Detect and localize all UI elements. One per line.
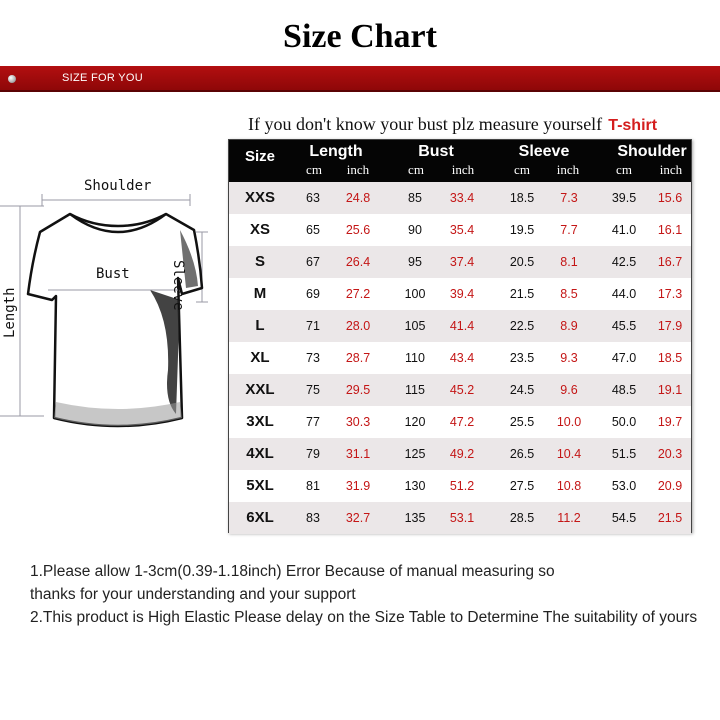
cell-bust-in: 41.4 (449, 319, 475, 333)
cell-shoulder-cm: 42.5 (611, 255, 637, 269)
cell-sleeve-cm: 23.5 (509, 351, 535, 365)
cell-length-in: 26.4 (345, 255, 371, 269)
header-size: Size (244, 148, 275, 165)
cell-bust-in: 33.4 (449, 191, 475, 205)
size-table (228, 139, 692, 533)
cell-sleeve-in: 7.3 (560, 191, 578, 205)
table-row (229, 182, 691, 214)
header-length-inch: inch (346, 162, 370, 177)
table-row (229, 374, 691, 406)
table-row (229, 310, 691, 342)
cell-size: XS (249, 221, 270, 238)
cell-length-in: 25.6 (345, 223, 371, 237)
cell-bust-cm: 85 (408, 191, 422, 205)
cell-shoulder-in: 16.1 (657, 223, 683, 237)
header-bust: Bust (418, 143, 454, 160)
cell-sleeve-in: 9.3 (560, 351, 578, 365)
cell-length-cm: 67 (306, 255, 320, 269)
cell-bust-cm: 135 (404, 511, 426, 525)
cell-bust-cm: 125 (404, 447, 426, 461)
cell-shoulder-cm: 51.5 (611, 447, 637, 461)
header-shoulder-inch: inch (659, 162, 683, 177)
table-row (229, 342, 691, 374)
cell-shoulder-cm: 53.0 (611, 479, 637, 493)
note-line-3: 2.This product is High Elastic Please delay on the Size Table to Determine The suitability of yours (30, 609, 698, 626)
cell-length-cm: 65 (306, 223, 320, 237)
cell-sleeve-cm: 26.5 (509, 447, 535, 461)
cell-bust-in: 39.4 (449, 287, 475, 301)
cell-sleeve-in: 9.6 (560, 383, 578, 397)
measure-tip (248, 114, 657, 135)
cell-bust-in: 49.2 (449, 447, 475, 461)
cell-sleeve-cm: 24.5 (509, 383, 535, 397)
cell-length-cm: 79 (306, 447, 320, 461)
cell-size: 5XL (246, 477, 274, 494)
table-row (229, 438, 691, 470)
cell-size: M (253, 285, 267, 302)
cell-sleeve-cm: 25.5 (509, 415, 535, 429)
cell-bust-in: 53.1 (449, 511, 475, 525)
cell-bust-in: 43.4 (449, 351, 475, 365)
cell-length-in: 31.1 (345, 447, 371, 461)
cell-size: 3XL (246, 413, 274, 430)
header-length-cm: cm (306, 162, 322, 177)
cell-shoulder-cm: 39.5 (611, 191, 637, 205)
cell-bust-cm: 120 (404, 415, 426, 429)
cell-length-in: 28.7 (345, 351, 371, 365)
cell-shoulder-in: 20.3 (657, 447, 683, 461)
cell-shoulder-in: 19.7 (657, 415, 683, 429)
cell-shoulder-in: 21.5 (657, 511, 683, 525)
cell-shoulder-cm: 44.0 (611, 287, 637, 301)
cell-size: S (254, 253, 265, 270)
cell-length-in: 27.2 (345, 287, 371, 301)
notes (30, 560, 710, 629)
cell-sleeve-in: 10.8 (556, 479, 582, 493)
page-title: Size Chart (283, 18, 437, 55)
cell-length-in: 24.8 (345, 191, 371, 205)
length-label: Length (2, 287, 18, 338)
cell-size: XXL (245, 381, 275, 398)
cell-bust-in: 35.4 (449, 223, 475, 237)
bullet-icon (8, 75, 16, 83)
header-sleeve-inch: inch (556, 162, 580, 177)
cell-sleeve-cm: 28.5 (509, 511, 535, 525)
cell-shoulder-cm: 54.5 (611, 511, 637, 525)
cell-sleeve-cm: 21.5 (509, 287, 535, 301)
table-row (229, 214, 691, 246)
tip-emphasis: T-shirt (608, 117, 658, 134)
cell-sleeve-cm: 20.5 (509, 255, 535, 269)
cell-size: XL (250, 349, 270, 366)
cell-bust-in: 51.2 (449, 479, 475, 493)
cell-length-in: 28.0 (345, 319, 371, 333)
cell-sleeve-cm: 27.5 (509, 479, 535, 493)
tshirt-icon (0, 170, 230, 440)
table-row (229, 278, 691, 310)
tip-text: If you don't know your bust plz measure yourself (248, 114, 603, 134)
cell-length-in: 32.7 (345, 511, 371, 525)
cell-size: XXS (244, 189, 275, 206)
cell-sleeve-cm: 18.5 (509, 191, 535, 205)
sleeve-label: Sleeve (170, 260, 186, 311)
cell-length-in: 29.5 (345, 383, 371, 397)
cell-bust-cm: 100 (404, 287, 426, 301)
cell-length-cm: 83 (306, 511, 320, 525)
cell-shoulder-cm: 45.5 (611, 319, 637, 333)
cell-sleeve-in: 8.9 (560, 319, 578, 333)
header-length: Length (309, 143, 363, 160)
header-shoulder: Shoulder (617, 143, 687, 160)
header-sleeve: Sleeve (518, 143, 570, 160)
bust-label: Bust (96, 266, 130, 282)
note-line-1: 1.Please allow 1-3cm(0.39-1.18inch) Error Because of manual measuring so (30, 563, 555, 580)
cell-bust-cm: 105 (404, 319, 426, 333)
cell-bust-cm: 90 (408, 223, 422, 237)
cell-shoulder-cm: 41.0 (611, 223, 637, 237)
header-bust-cm: cm (408, 162, 424, 177)
cell-shoulder-in: 20.9 (657, 479, 683, 493)
cell-sleeve-cm: 22.5 (509, 319, 535, 333)
cell-length-cm: 81 (306, 479, 320, 493)
table-row (229, 246, 691, 278)
cell-size: L (255, 317, 265, 334)
cell-length-in: 31.9 (345, 479, 371, 493)
cell-sleeve-in: 11.2 (557, 511, 581, 525)
cell-bust-cm: 115 (405, 383, 425, 397)
cell-length-in: 30.3 (345, 415, 371, 429)
cell-sleeve-cm: 19.5 (509, 223, 535, 237)
cell-size: 6XL (246, 509, 274, 526)
cell-bust-cm: 110 (405, 351, 425, 365)
table-row (229, 406, 691, 438)
tshirt-diagram (0, 170, 230, 440)
cell-sleeve-in: 7.7 (560, 223, 578, 237)
banner-label: SIZE FOR YOU (62, 72, 144, 84)
cell-sleeve-in: 8.5 (560, 287, 578, 301)
cell-shoulder-cm: 50.0 (611, 415, 637, 429)
cell-bust-in: 45.2 (449, 383, 475, 397)
cell-length-cm: 77 (306, 415, 320, 429)
size-banner (0, 66, 720, 92)
header-bust-inch: inch (451, 162, 475, 177)
cell-sleeve-in: 10.0 (556, 415, 582, 429)
cell-shoulder-cm: 48.5 (611, 383, 637, 397)
cell-shoulder-in: 18.5 (657, 351, 683, 365)
shoulder-label: Shoulder (84, 178, 152, 194)
note-line-2: thanks for your understanding and your support (30, 586, 356, 603)
table-row (229, 502, 691, 534)
cell-sleeve-in: 8.1 (560, 255, 578, 269)
cell-bust-cm: 95 (408, 255, 422, 269)
cell-size: 4XL (246, 445, 274, 462)
cell-length-cm: 69 (306, 287, 320, 301)
cell-length-cm: 63 (306, 191, 320, 205)
cell-shoulder-in: 15.6 (657, 191, 683, 205)
cell-bust-cm: 130 (404, 479, 426, 493)
cell-shoulder-in: 19.1 (657, 383, 683, 397)
table-row (229, 470, 691, 502)
table-header (229, 140, 691, 182)
cell-bust-in: 47.2 (449, 415, 475, 429)
cell-shoulder-in: 17.9 (657, 319, 683, 333)
cell-bust-in: 37.4 (449, 255, 475, 269)
cell-shoulder-in: 17.3 (657, 287, 683, 301)
header-shoulder-cm: cm (616, 162, 632, 177)
cell-shoulder-cm: 47.0 (611, 351, 637, 365)
cell-sleeve-in: 10.4 (556, 447, 582, 461)
header-sleeve-cm: cm (514, 162, 530, 177)
cell-shoulder-in: 16.7 (657, 255, 683, 269)
cell-length-cm: 71 (306, 319, 320, 333)
cell-length-cm: 75 (306, 383, 320, 397)
cell-length-cm: 73 (306, 351, 320, 365)
